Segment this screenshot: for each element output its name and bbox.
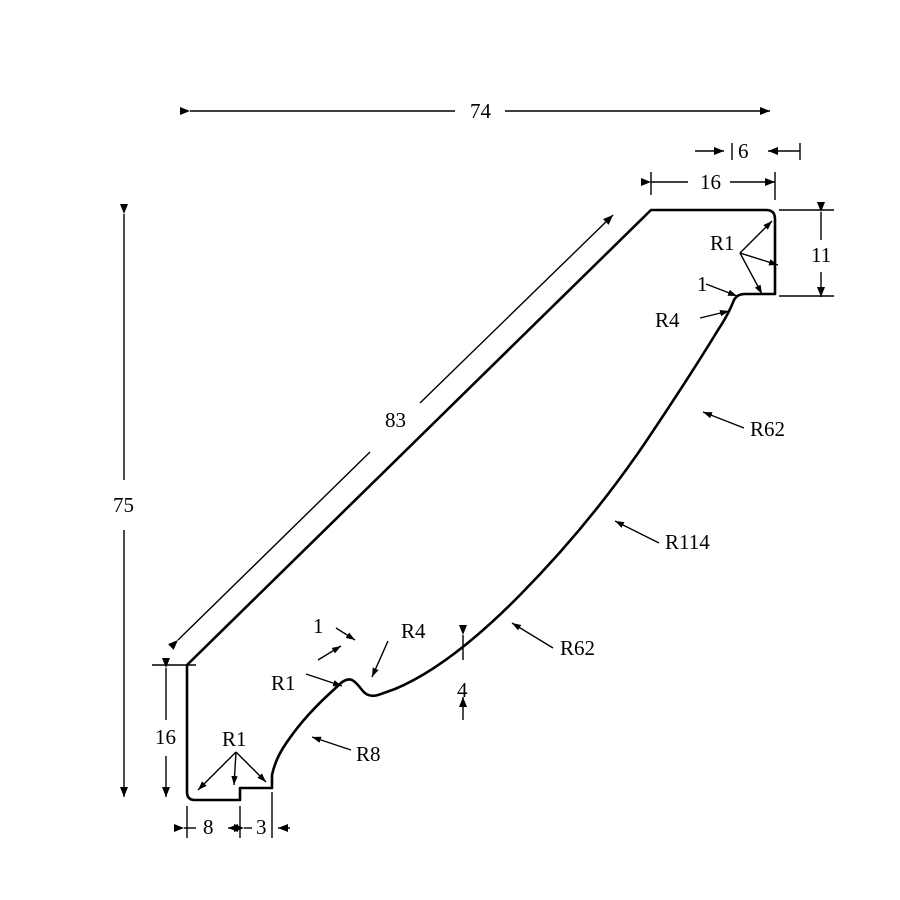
radius-label-r1-foot: R1 [222,727,247,751]
dimension-label-8: 8 [203,815,214,839]
dimension-label-74: 74 [470,99,491,123]
dimension-label-75: 75 [113,493,134,517]
radius-label-r62-upper: R62 [750,417,786,441]
dimension-label-1-top: 1 [697,272,708,296]
dimension-label-83: 83 [385,408,406,432]
moulding-profile-outline [187,210,775,800]
dimension-label-3: 3 [256,815,267,839]
radius-label-r1-mid: R1 [271,671,296,695]
radius-label-r4-top: R4 [655,308,680,332]
leader-r114 [615,521,659,543]
dimension-label-4: 4 [457,678,468,702]
radius-label-r4-lower: R4 [401,619,426,643]
radius-label-r62-lower: R62 [560,636,596,660]
dimension-label-16-top: 16 [700,170,721,194]
leader-r8 [312,737,351,750]
leader-r62-lower [512,623,553,648]
leader-1-bottom [318,628,355,660]
radius-label-r8: R8 [356,742,381,766]
leader-r4-lower [372,641,388,677]
leader-r1-top [740,221,778,294]
leader-r62-upper [703,412,744,428]
dimension-3 [244,792,290,838]
leader-1-top [706,284,737,296]
leader-r1-mid [306,674,342,686]
leader-r1-foot [198,752,266,790]
dimension-label-6: 6 [738,139,749,163]
dimension-label-16-bottom: 16 [155,725,176,749]
radius-label-r1-top: R1 [710,231,735,255]
radius-label-r114: R114 [665,530,710,554]
dimension-label-11: 11 [811,243,832,267]
dimension-label-1-bottom: 1 [313,614,324,638]
